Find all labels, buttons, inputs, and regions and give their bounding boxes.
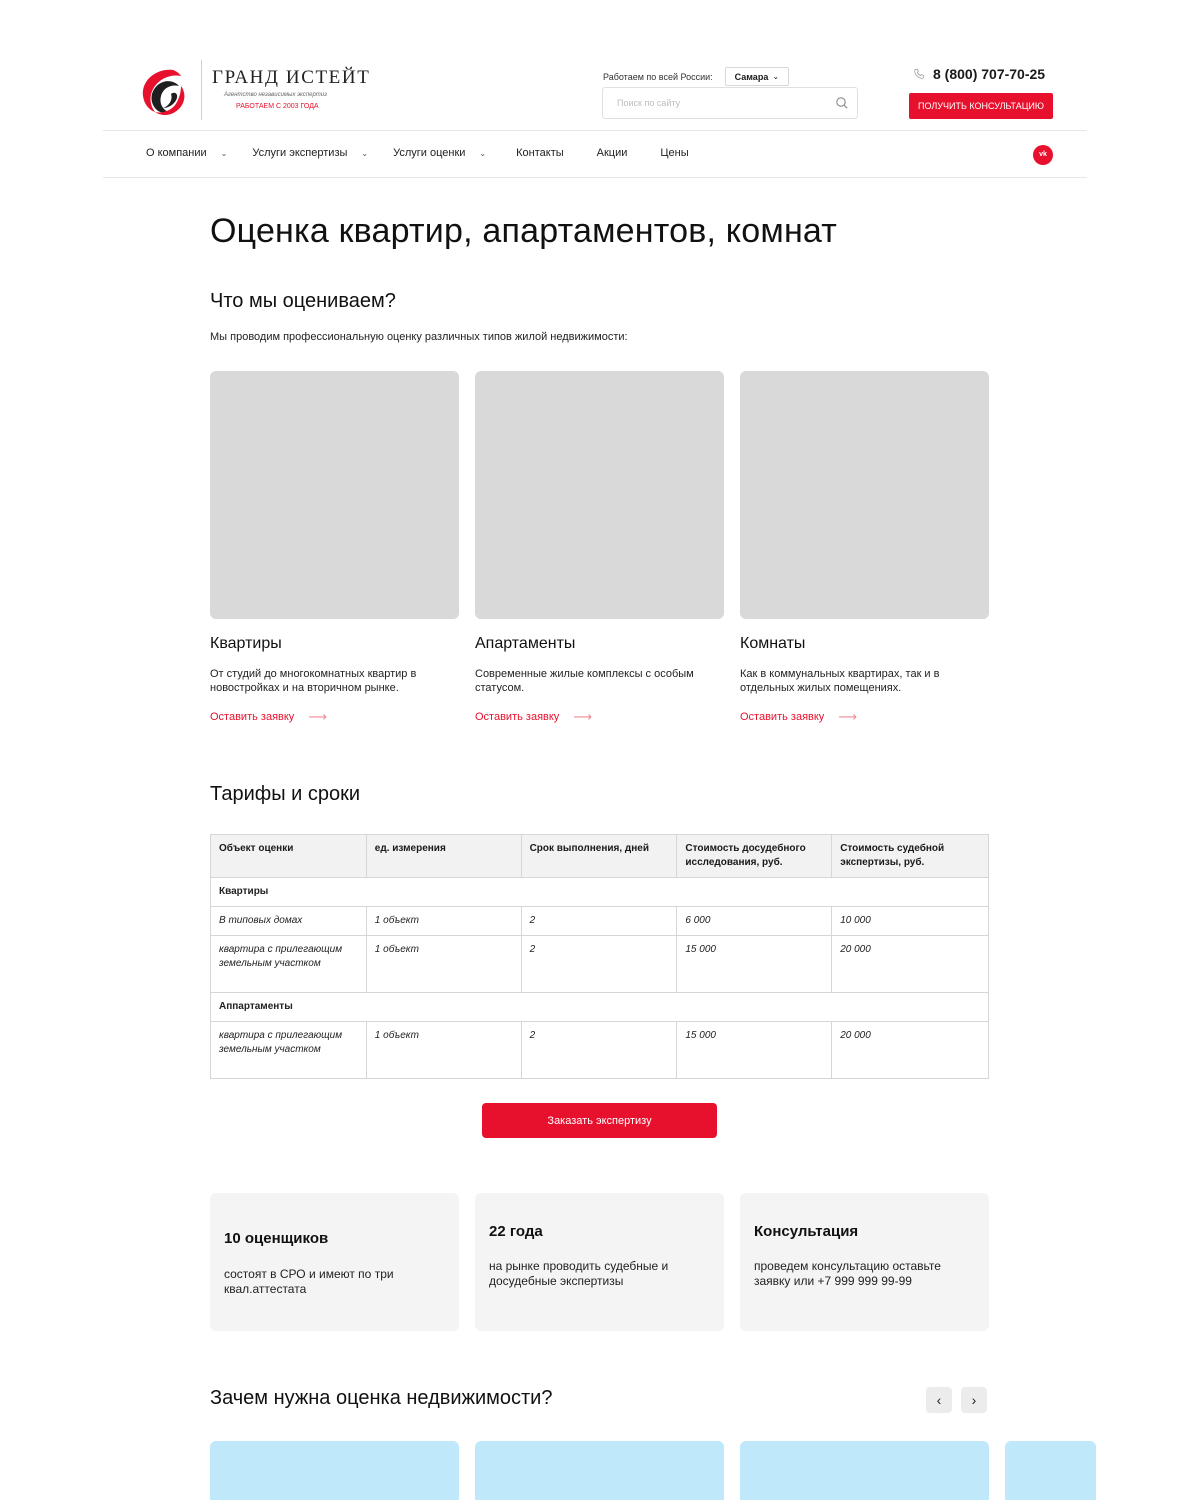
nav-item-contacts[interactable] bbox=[516, 147, 564, 159]
card-apartments bbox=[210, 371, 459, 725]
nav-item-prices[interactable] bbox=[660, 147, 688, 159]
table-group-row bbox=[211, 993, 989, 1022]
card-rooms bbox=[740, 371, 989, 725]
why-section-title: Зачем нужна оценка недвижимости? bbox=[210, 1387, 553, 1409]
logo-title: ГРАНД ИСТЕЙТ bbox=[212, 67, 371, 88]
phone-block bbox=[913, 66, 1045, 82]
card-image bbox=[475, 371, 724, 619]
what-section-title: Что мы оцениваем? bbox=[210, 290, 396, 312]
chevron-down-icon: ⌄ bbox=[479, 148, 487, 158]
order-expertise-button[interactable]: Заказать экспертизу bbox=[482, 1103, 717, 1138]
card-aparthotels bbox=[475, 371, 724, 725]
stat-card-appraisers bbox=[210, 1193, 459, 1331]
stat-title: 10 оценщиков bbox=[224, 1230, 329, 1247]
leave-request-link[interactable] bbox=[210, 709, 459, 725]
table-cell: 15 000 bbox=[677, 936, 832, 993]
table-cell: 20 000 bbox=[832, 1022, 989, 1079]
carousel-card[interactable] bbox=[475, 1441, 724, 1500]
nav-item-promotions[interactable] bbox=[597, 147, 628, 159]
table-cell: 6 000 bbox=[677, 907, 832, 936]
arrow-right-icon: ⟶ bbox=[838, 709, 857, 724]
nav-item-label: Цены bbox=[660, 147, 689, 159]
table-cell: квартира с прилегающим земельным участком bbox=[211, 936, 367, 993]
search-icon[interactable] bbox=[835, 96, 849, 110]
column-header: Срок выполнения, дней bbox=[521, 835, 677, 878]
table-cell: В типовых домах bbox=[211, 907, 367, 936]
table-cell: 1 объект bbox=[366, 1022, 521, 1079]
link-label: Оставить заявку bbox=[210, 711, 295, 723]
vk-icon[interactable]: vk bbox=[1033, 145, 1053, 165]
table-cell: 2 bbox=[521, 1022, 677, 1079]
get-consultation-button[interactable]: ПОЛУЧИТЬ КОНСУЛЬТАЦИЮ bbox=[909, 93, 1053, 119]
chevron-down-icon: ⌄ bbox=[772, 72, 780, 81]
table-cell: 2 bbox=[521, 936, 677, 993]
card-description: Как в коммунальных квартирах, так и в отдельных жилых помещениях. bbox=[740, 668, 940, 694]
carousel-prev-button[interactable] bbox=[926, 1387, 952, 1413]
table-cell: 1 объект bbox=[366, 907, 521, 936]
table-row bbox=[211, 907, 989, 936]
column-header: ед. измерения bbox=[366, 835, 521, 878]
table-cell: квартира с прилегающим земельным участком bbox=[211, 1022, 367, 1079]
link-label: Оставить заявку bbox=[475, 711, 560, 723]
nav-item-label: Контакты bbox=[516, 147, 564, 159]
group-label: Квартиры bbox=[211, 878, 989, 907]
phone-number[interactable]: 8 (800) 707-70-25 bbox=[933, 66, 1046, 82]
page-title: Оценка квартир, апартаментов, комнат bbox=[210, 212, 838, 250]
city-value: Самара bbox=[734, 71, 769, 82]
arrow-right-icon: ⟶ bbox=[308, 709, 327, 724]
carousel-card[interactable] bbox=[740, 1441, 989, 1500]
nav-item-label: Услуги оценки bbox=[393, 147, 466, 159]
phone-icon bbox=[913, 68, 925, 80]
stat-title: Консультация bbox=[754, 1223, 859, 1240]
chevron-down-icon: ⌄ bbox=[361, 148, 369, 158]
card-image bbox=[210, 371, 459, 619]
stat-card-consultation[interactable] bbox=[740, 1193, 989, 1331]
arrow-right-icon: ⟶ bbox=[573, 709, 592, 724]
region-label: Работаем по всей России: bbox=[603, 71, 713, 82]
nav-item-about[interactable] bbox=[146, 147, 227, 159]
card-description: Современные жилые комплексы с особым статусом. bbox=[475, 668, 694, 694]
logo-subtitle: Агентство независимых экспертиз bbox=[224, 92, 327, 98]
logo-divider bbox=[201, 60, 202, 120]
chevron-down-icon: ⌄ bbox=[220, 148, 228, 158]
nav-item-label: Акции bbox=[596, 147, 628, 159]
stat-description: проведем консультацию оставьте заявку или +7 999 999 99-99 bbox=[754, 1259, 941, 1288]
nav-item-appraisal[interactable] bbox=[393, 147, 486, 159]
card-image bbox=[740, 371, 989, 619]
search-box bbox=[602, 87, 858, 119]
column-header: Объект оценки bbox=[211, 835, 367, 878]
nav-item-label: О компании bbox=[146, 147, 207, 159]
tariffs-section-title: Тарифы и сроки bbox=[210, 783, 361, 805]
table-row bbox=[211, 936, 989, 993]
table-cell: 1 объект bbox=[366, 936, 521, 993]
stat-description: состоят в СРО и имеют по три квал.аттестата bbox=[224, 1267, 394, 1296]
what-intro: Мы проводим профессиональную оценку различных типов жилой недвижимости: bbox=[210, 331, 628, 343]
stat-card-years bbox=[475, 1193, 724, 1331]
logo-icon[interactable] bbox=[135, 64, 191, 120]
card-title: Апартаменты bbox=[475, 635, 576, 652]
leave-request-link[interactable] bbox=[475, 709, 724, 725]
card-title: Комнаты bbox=[740, 635, 806, 652]
site-header bbox=[103, 0, 1087, 178]
nav-item-expertise[interactable] bbox=[252, 147, 368, 159]
carousel-next-button[interactable] bbox=[961, 1387, 987, 1413]
table-cell: 15 000 bbox=[677, 1022, 832, 1079]
group-label: Аппартаменты bbox=[211, 993, 989, 1022]
column-header: Стоимость судебной экспертизы, руб. bbox=[832, 835, 989, 878]
city-dropdown[interactable] bbox=[725, 67, 789, 86]
region-selector bbox=[603, 67, 789, 86]
main-nav bbox=[103, 130, 1087, 177]
table-group-row bbox=[211, 878, 989, 907]
column-header: Стоимость досудебного исследования, руб. bbox=[677, 835, 832, 878]
stat-title: 22 года bbox=[489, 1223, 543, 1240]
logo-text[interactable] bbox=[212, 66, 370, 110]
chevron-left-icon: ‹ bbox=[936, 1392, 942, 1408]
nav-list bbox=[146, 147, 689, 159]
chevron-right-icon: › bbox=[971, 1392, 977, 1408]
leave-request-link[interactable] bbox=[740, 709, 989, 725]
card-title: Квартиры bbox=[210, 635, 282, 652]
link-label: Оставить заявку bbox=[740, 711, 825, 723]
search-input[interactable] bbox=[603, 88, 818, 118]
carousel-card[interactable] bbox=[210, 1441, 459, 1500]
carousel-card[interactable] bbox=[1005, 1441, 1096, 1500]
table-cell: 2 bbox=[521, 907, 677, 936]
table-header-row bbox=[211, 835, 989, 878]
table-row bbox=[211, 1022, 989, 1079]
table-cell: 10 000 bbox=[832, 907, 989, 936]
card-description: От студий до многокомнатных квартир в новостройках и на вторичном рынке. bbox=[210, 668, 417, 694]
logo-since: РАБОТАЕМ С 2003 ГОДА bbox=[236, 103, 319, 110]
nav-item-label: Услуги экспертизы bbox=[252, 147, 348, 159]
table-cell: 20 000 bbox=[832, 936, 989, 993]
tariff-table bbox=[210, 834, 989, 1079]
stat-description: на рынке проводить судебные и досудебные экспертизы bbox=[489, 1259, 669, 1288]
